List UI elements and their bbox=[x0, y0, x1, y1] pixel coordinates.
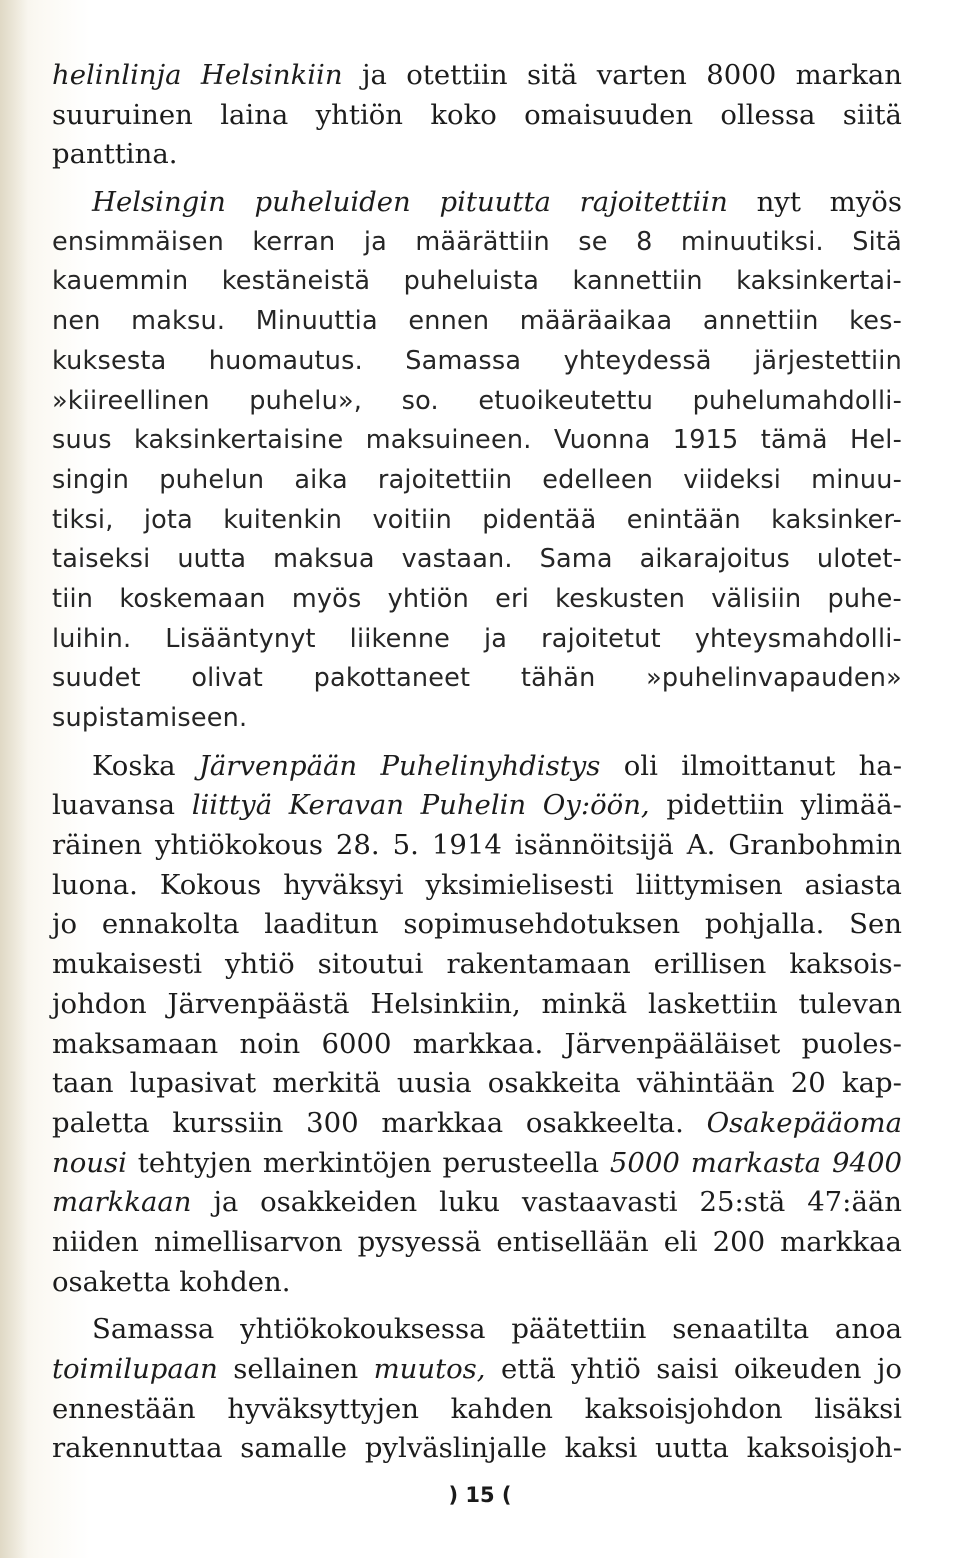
word: samalle bbox=[240, 1432, 348, 1465]
text-line bbox=[52, 747, 902, 787]
word: isännöitsijä bbox=[514, 829, 674, 862]
word: ja bbox=[363, 226, 387, 257]
word: senaatilta bbox=[672, 1313, 810, 1346]
word: ennestään bbox=[52, 1392, 196, 1425]
word: Sitä bbox=[852, 226, 902, 257]
word: hyväksyi bbox=[283, 868, 404, 901]
word: ensimmäisen bbox=[52, 226, 224, 257]
word: ennakolta bbox=[101, 908, 240, 941]
word: maksu. bbox=[131, 306, 226, 337]
text-line bbox=[52, 1144, 902, 1184]
word: 8000 bbox=[706, 59, 777, 91]
word: olivat bbox=[191, 663, 263, 694]
word: Järvenpääläiset bbox=[564, 1027, 781, 1060]
word: osakkeelta. bbox=[525, 1106, 684, 1139]
word: vastaavasti bbox=[521, 1186, 678, 1219]
word: liikenne bbox=[349, 623, 451, 654]
text-line bbox=[52, 1104, 902, 1144]
text-line bbox=[52, 945, 902, 985]
word: Sama bbox=[539, 544, 613, 575]
word: 8 bbox=[636, 226, 653, 257]
word: sitä bbox=[526, 59, 578, 91]
word: määrättiin bbox=[415, 226, 550, 257]
italic-word: Helsinkiin bbox=[200, 59, 343, 91]
text-line bbox=[52, 580, 902, 620]
word: aika bbox=[294, 464, 348, 495]
word: kaksoisjohdon bbox=[584, 1392, 783, 1425]
paragraph-gap bbox=[52, 175, 902, 183]
word: oikeuden bbox=[733, 1353, 862, 1385]
word: suus bbox=[52, 425, 112, 456]
text-line bbox=[52, 1025, 902, 1065]
word: entisellään bbox=[496, 1225, 649, 1258]
word: minuutiksi. bbox=[680, 226, 824, 257]
word: yhtiökokouksessa bbox=[240, 1313, 486, 1346]
italic-word: 5000 bbox=[609, 1146, 680, 1179]
text-line bbox=[52, 501, 902, 541]
word: liittymisen bbox=[635, 868, 783, 901]
word: myös bbox=[291, 583, 362, 614]
page-number: ) 15 ( bbox=[448, 1483, 512, 1507]
word: koko bbox=[430, 98, 497, 131]
word: tehtyjen bbox=[137, 1146, 252, 1179]
word: Kokous bbox=[159, 868, 262, 901]
word: ilmoittanut bbox=[681, 749, 836, 782]
text-line bbox=[52, 786, 902, 826]
word: kahden bbox=[450, 1392, 553, 1425]
word: luavansa bbox=[52, 789, 176, 822]
word: osakkeita bbox=[487, 1067, 621, 1100]
word: taiseksi bbox=[52, 544, 151, 575]
body-text bbox=[52, 56, 902, 1469]
word: kes- bbox=[849, 306, 902, 337]
word: räinen bbox=[52, 829, 143, 862]
text-line bbox=[52, 620, 902, 660]
word: pidentää bbox=[482, 504, 597, 535]
word: luihin. bbox=[52, 623, 132, 654]
word: se bbox=[578, 226, 608, 257]
word: siitä bbox=[842, 98, 902, 131]
text-line bbox=[52, 223, 902, 263]
word: anoa bbox=[834, 1313, 902, 1346]
word: rajoitetut bbox=[541, 623, 661, 654]
word: kap- bbox=[841, 1067, 902, 1100]
word: Vuonna bbox=[553, 425, 651, 456]
word: kaksinkertaisine bbox=[134, 425, 344, 456]
text-line bbox=[52, 985, 902, 1025]
text-line bbox=[52, 56, 902, 96]
text-line bbox=[52, 866, 902, 906]
italic-word: 9400 bbox=[831, 1146, 902, 1179]
word: kaksinker- bbox=[771, 504, 902, 535]
paragraph bbox=[52, 1310, 902, 1469]
word: noin bbox=[239, 1027, 301, 1060]
italic-word: liittyä bbox=[191, 789, 273, 822]
word: niiden bbox=[52, 1225, 139, 1258]
word: lisäksi bbox=[814, 1392, 902, 1425]
word: osakkeiden bbox=[260, 1186, 418, 1219]
paragraph-gap bbox=[52, 739, 902, 747]
italic-word: Oy:öön, bbox=[542, 789, 650, 822]
text-line bbox=[52, 1429, 902, 1469]
text-line bbox=[52, 96, 902, 136]
word: järjestettiin bbox=[754, 345, 902, 376]
word: yhteysmahdolli- bbox=[694, 623, 902, 654]
word: laaditun bbox=[264, 908, 379, 941]
text-line bbox=[52, 1263, 902, 1303]
word: päätettiin bbox=[511, 1313, 647, 1346]
text-line bbox=[52, 342, 902, 382]
word: viideksi bbox=[683, 464, 782, 495]
word: ulotet- bbox=[816, 544, 902, 575]
word: puhelumahdolli- bbox=[692, 385, 902, 416]
word: kaksi bbox=[564, 1432, 638, 1465]
word: Sen bbox=[849, 908, 902, 941]
italic-word: Helsingin bbox=[92, 186, 226, 219]
word: voitiin bbox=[372, 504, 452, 535]
word: suudet bbox=[52, 663, 141, 694]
text-line bbox=[52, 659, 902, 699]
word: ja bbox=[361, 59, 387, 91]
word: koskemaan bbox=[119, 583, 266, 614]
word: omaisuuden bbox=[524, 98, 694, 131]
word: eri bbox=[495, 583, 529, 614]
word: lupasivat bbox=[129, 1067, 257, 1100]
word: perusteella bbox=[442, 1146, 599, 1179]
word: otettiin bbox=[406, 59, 508, 91]
word: markkaa. bbox=[412, 1027, 544, 1060]
text-line bbox=[52, 699, 902, 739]
text-line bbox=[52, 382, 902, 422]
word: Lisääntynyt bbox=[165, 623, 316, 654]
word: ylimää- bbox=[800, 789, 902, 822]
word: Samassa bbox=[405, 345, 522, 376]
word: laina bbox=[220, 98, 289, 131]
word: huomautus. bbox=[208, 345, 363, 376]
word: sitoutui bbox=[317, 948, 424, 981]
word: maksuineen. bbox=[365, 425, 532, 456]
word: nyt bbox=[756, 186, 801, 219]
text-line bbox=[52, 905, 902, 945]
word: mukaisesti bbox=[52, 948, 202, 981]
word: puhe- bbox=[827, 583, 902, 614]
italic-word: puheluiden bbox=[254, 186, 411, 219]
word: jota bbox=[143, 504, 193, 535]
word: yhtiökokous bbox=[155, 829, 323, 862]
paragraph bbox=[52, 183, 902, 739]
italic-word: toimilupaan bbox=[52, 1353, 218, 1385]
text-line bbox=[52, 461, 902, 501]
word: suuruinen bbox=[52, 98, 193, 131]
word: yhtiö bbox=[571, 1353, 641, 1385]
text-line bbox=[52, 1064, 902, 1104]
word: tiksi, bbox=[52, 504, 114, 535]
word: eli bbox=[663, 1225, 698, 1258]
text-line bbox=[52, 1350, 902, 1390]
italic-word: Osakepääoma bbox=[706, 1106, 902, 1139]
word: yksimielisesti bbox=[425, 868, 614, 901]
word: Minuuttia bbox=[255, 306, 378, 337]
word: rakennuttaa bbox=[52, 1432, 223, 1465]
word: annettiin bbox=[702, 306, 819, 337]
text-line bbox=[52, 1183, 902, 1223]
word: rajoitettiin bbox=[377, 464, 513, 495]
word: kannettiin bbox=[572, 266, 703, 297]
word: välisiin bbox=[711, 583, 802, 614]
word: taan bbox=[52, 1067, 114, 1100]
word: edelleen bbox=[542, 464, 654, 495]
word: jo bbox=[52, 908, 78, 941]
word: kurssiin bbox=[172, 1106, 284, 1139]
word: 6000 bbox=[321, 1027, 392, 1060]
word: rakentamaan bbox=[446, 948, 631, 981]
word: kauemmin bbox=[52, 266, 189, 297]
word: 200 bbox=[712, 1225, 766, 1258]
italic-word: Puhelin bbox=[420, 789, 527, 822]
word: varten bbox=[596, 59, 687, 91]
word: pidettiin bbox=[666, 789, 784, 822]
text-line bbox=[52, 1223, 902, 1263]
word: kestäneistä bbox=[221, 266, 371, 297]
text-line bbox=[52, 302, 902, 342]
word: ennen bbox=[408, 306, 490, 337]
word: uutta bbox=[177, 544, 247, 575]
italic-word: muutos, bbox=[373, 1353, 486, 1385]
word: pysyessä bbox=[357, 1225, 482, 1258]
word: Granbohmin bbox=[728, 829, 902, 862]
text-line bbox=[52, 826, 902, 866]
word: hyväksyttyjen bbox=[227, 1392, 419, 1425]
text-line bbox=[52, 540, 902, 580]
word: 25:stä bbox=[699, 1186, 786, 1219]
word: yhtiö bbox=[225, 948, 295, 981]
word: ja bbox=[484, 623, 508, 654]
word: 1915 bbox=[672, 425, 739, 456]
word: 47:ään bbox=[807, 1186, 902, 1219]
text-run: supistamiseen. bbox=[52, 703, 248, 733]
word: 1914 bbox=[431, 829, 502, 862]
word: yhtiön bbox=[387, 583, 469, 614]
word: laskettiin bbox=[648, 987, 778, 1020]
word: pakottaneet bbox=[313, 663, 471, 694]
word: markkaa bbox=[381, 1106, 504, 1139]
word: jo bbox=[876, 1353, 902, 1385]
text-run: osaketta kohden. bbox=[52, 1265, 291, 1298]
word: kaksinkertai- bbox=[736, 266, 902, 297]
word: kaksois- bbox=[789, 948, 902, 981]
text-line bbox=[52, 421, 902, 461]
italic-word: markkaan bbox=[52, 1186, 192, 1219]
word: keskusten bbox=[555, 583, 686, 614]
text-run: panttina. bbox=[52, 138, 178, 171]
italic-word: Keravan bbox=[288, 789, 404, 822]
word: merkitä bbox=[272, 1067, 381, 1100]
word: Hel- bbox=[850, 425, 902, 456]
italic-word: pituutta bbox=[439, 186, 551, 219]
word: johdon bbox=[52, 987, 147, 1020]
italic-word: nousi bbox=[52, 1146, 127, 1179]
word: kuksesta bbox=[52, 345, 167, 376]
word: 20 bbox=[790, 1067, 826, 1100]
italic-word: Järvenpään bbox=[198, 749, 358, 782]
word: ollessa bbox=[720, 98, 816, 131]
word: maksua bbox=[273, 544, 375, 575]
italic-word: markasta bbox=[690, 1146, 822, 1179]
spine-shadow bbox=[0, 0, 28, 1558]
word: puoles- bbox=[801, 1027, 902, 1060]
word: pohjalla. bbox=[704, 908, 825, 941]
word: kuitenkin bbox=[223, 504, 343, 535]
word: yhteydessä bbox=[563, 345, 712, 376]
word: minkä bbox=[541, 987, 628, 1020]
word: tiin bbox=[52, 583, 94, 614]
word: enintään bbox=[626, 504, 741, 535]
word: vähintään bbox=[636, 1067, 775, 1100]
paragraph bbox=[52, 747, 902, 1303]
word: etuoikeutettu bbox=[478, 385, 654, 416]
word: tulevan bbox=[798, 987, 902, 1020]
word: nen bbox=[52, 306, 101, 337]
word: oli bbox=[623, 749, 658, 782]
word: puhelu», bbox=[249, 385, 363, 416]
text-line bbox=[52, 262, 902, 302]
word: luku bbox=[439, 1186, 500, 1219]
word: asiasta bbox=[804, 868, 902, 901]
word: »kiireellinen bbox=[52, 385, 210, 416]
word: A. bbox=[686, 829, 716, 862]
word: uutta bbox=[654, 1432, 729, 1465]
word: markan bbox=[795, 59, 902, 91]
word: että bbox=[500, 1353, 556, 1385]
word: kaksoisjoh- bbox=[746, 1432, 902, 1465]
word: Helsinkiin, bbox=[370, 987, 521, 1020]
paragraph-gap bbox=[52, 1302, 902, 1310]
word: vastaan. bbox=[401, 544, 513, 575]
word: singin bbox=[52, 464, 130, 495]
text-line bbox=[52, 135, 902, 175]
text-line bbox=[52, 1310, 902, 1350]
word: tähän bbox=[520, 663, 596, 694]
word: merkintöjen bbox=[262, 1146, 432, 1179]
word: sopimusehdotuksen bbox=[403, 908, 681, 941]
word: minuu- bbox=[811, 464, 902, 495]
word: puheluista bbox=[403, 266, 540, 297]
word: erillisen bbox=[653, 948, 767, 981]
word: Samassa bbox=[92, 1313, 215, 1346]
word: luona. bbox=[52, 868, 138, 901]
word: ja bbox=[213, 1186, 239, 1219]
word: myös bbox=[829, 186, 902, 219]
word: tämä bbox=[760, 425, 828, 456]
italic-word: Puhelinyhdistys bbox=[380, 749, 601, 782]
word: yhtiön bbox=[315, 98, 404, 131]
word: nimellisarvon bbox=[153, 1225, 343, 1258]
text-line bbox=[52, 1390, 902, 1430]
word: paletta bbox=[52, 1106, 150, 1139]
word: sellainen bbox=[233, 1353, 359, 1385]
word: Järvenpäästä bbox=[167, 987, 350, 1020]
word: 28. bbox=[335, 829, 380, 862]
word: uusia bbox=[396, 1067, 472, 1100]
word: kerran bbox=[252, 226, 336, 257]
word: »puhelinvapauden» bbox=[646, 663, 902, 694]
text-line bbox=[52, 183, 902, 223]
word: pylväslinjalle bbox=[364, 1432, 547, 1465]
word: saisi bbox=[656, 1353, 719, 1385]
word: markkaa bbox=[780, 1225, 902, 1258]
italic-word: helinlinja bbox=[52, 59, 182, 91]
italic-word: rajoitettiin bbox=[579, 186, 728, 219]
word: ha- bbox=[858, 749, 902, 782]
word: aikarajoitus bbox=[639, 544, 790, 575]
word: Koska bbox=[92, 749, 176, 782]
word: puhelun bbox=[159, 464, 265, 495]
word: maksamaan bbox=[52, 1027, 219, 1060]
paragraph bbox=[52, 56, 902, 175]
word: 5. bbox=[392, 829, 419, 862]
word: 300 bbox=[306, 1106, 359, 1139]
word: so. bbox=[401, 385, 439, 416]
word: määräaikaa bbox=[519, 306, 673, 337]
